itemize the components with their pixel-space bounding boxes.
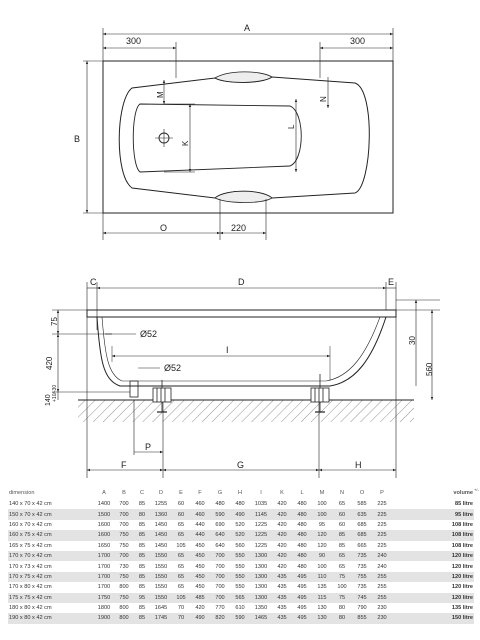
table-cell: 550: [235, 584, 245, 591]
table-cell: 1465: [250, 613, 272, 623]
table-cell: 820: [210, 613, 230, 623]
table-header-row: [8, 487, 474, 499]
table-cell: 1550: [154, 584, 168, 591]
table-cell: 435: [272, 593, 292, 603]
table-cell: 170 x 80 x 42 cm: [9, 584, 52, 591]
label-f: F: [121, 460, 127, 470]
table-cell: 100: [312, 509, 332, 519]
table-cell: 440: [195, 521, 205, 528]
table-cell: 1450: [150, 530, 172, 540]
table-header-e: E: [179, 490, 183, 496]
table-cell: 1255: [154, 501, 168, 508]
table-cell: 1035: [254, 501, 268, 508]
label-420: 420: [45, 356, 54, 370]
table-cell: 1745: [150, 613, 172, 623]
table-cell: 450: [190, 551, 210, 561]
tub-inner: [102, 317, 380, 381]
table-row: [8, 603, 474, 613]
table-cell: 435: [277, 605, 287, 612]
table-cell: 110: [312, 572, 332, 582]
table-cell: 70: [177, 605, 185, 612]
side-view-labels: [45, 277, 434, 470]
table-cell: 1600: [94, 530, 114, 540]
table-cell: 60: [172, 509, 190, 519]
table-cell: 420: [277, 563, 287, 570]
table-cell: 750: [119, 542, 129, 549]
table-cell: 735: [357, 563, 367, 570]
table-cell: 480: [297, 542, 307, 549]
table-cell: 550: [230, 572, 250, 582]
table-cell: 730: [119, 563, 129, 570]
table-cell: 65: [332, 551, 352, 561]
label-diam-top: Ø52: [140, 329, 158, 339]
table-cell: 520: [230, 530, 250, 540]
table-cell: 1700: [94, 572, 114, 582]
table-cell: 230: [377, 605, 387, 612]
table-header-i: I: [260, 490, 262, 496]
table-cell: 550: [235, 563, 245, 570]
table-cell: 85: [134, 551, 150, 561]
label-140: 140: [45, 394, 52, 406]
table-cell: 1300: [254, 584, 268, 591]
table-cell: 700: [119, 521, 129, 528]
table-cell: 85 litre: [454, 501, 473, 508]
table-header-k: K: [280, 490, 284, 496]
table-cell: 120 litre: [392, 551, 474, 561]
table-cell: 1145: [250, 509, 272, 519]
table-cell: 585: [357, 501, 367, 508]
table-cell: 65: [177, 521, 185, 528]
table-cell: 85: [138, 605, 146, 612]
top-view: [83, 28, 393, 240]
table-row: [8, 499, 474, 509]
table-cell: 108 litre: [451, 542, 473, 549]
side-view: [52, 282, 440, 478]
table-cell: 550: [230, 551, 250, 561]
table-cell: 190 x 80 x 42 cm: [8, 613, 94, 623]
table-cell: 120 litre: [392, 572, 474, 582]
table-cell: 420: [195, 605, 205, 612]
table-cell: 1300: [254, 563, 268, 570]
table-header-b: B: [122, 490, 126, 496]
table-cell: 85: [332, 530, 352, 540]
table-cell: 700: [114, 509, 134, 519]
table-cell: 170 x 73 x 42 cm: [9, 563, 52, 570]
table-cell: 225: [377, 542, 387, 549]
table-cell: 435: [272, 613, 292, 623]
table-row: [8, 561, 474, 571]
table-cell: 165 x 75 x 42 cm: [9, 542, 52, 549]
table-cell: 1900: [94, 613, 114, 623]
table-header-m: M: [319, 490, 325, 496]
label-p: P: [145, 442, 152, 452]
table-header-dimension: dimension: [9, 490, 35, 496]
table-cell: 490: [190, 613, 210, 623]
table-cell: 85: [338, 542, 346, 549]
tub-body: [97, 317, 386, 386]
table-cell: 420: [277, 501, 287, 508]
table-cell: 65: [172, 572, 190, 582]
table-header-volume: volume: [453, 490, 473, 496]
table-cell: 1300: [250, 551, 272, 561]
drain-outlet: [130, 381, 138, 397]
table-cell: 100: [317, 501, 327, 508]
table-row: [8, 541, 474, 551]
table-cell: 495: [292, 613, 312, 623]
table-cell: 480: [297, 501, 307, 508]
table-cell: 450: [195, 584, 205, 591]
table-cell: 565: [230, 593, 250, 603]
table-cell: 255: [377, 584, 387, 591]
table-cell: 700: [210, 593, 230, 603]
table-cell: 440: [190, 530, 210, 540]
label-k: K: [181, 140, 190, 146]
table-cell: 450: [195, 563, 205, 570]
table-cell: 1350: [254, 605, 268, 612]
table-cell: 100: [317, 563, 327, 570]
top-view-labels: [74, 23, 365, 233]
table-cell: 255: [372, 593, 392, 603]
table-cell: 85: [134, 530, 150, 540]
table-cell: 85: [138, 542, 146, 549]
table-cell: 105: [176, 542, 186, 549]
table-cell: 800: [114, 613, 134, 623]
table-cell: 85: [138, 563, 146, 570]
table-row: [8, 530, 474, 540]
table-cell: 60: [332, 509, 352, 519]
table-cell: 685: [357, 521, 367, 528]
table-cell: 80: [338, 605, 346, 612]
table-cell: 480: [235, 501, 245, 508]
label-tolerance: +10/-30: [52, 384, 58, 402]
table-cell: 520: [235, 521, 245, 528]
table-cell: 435: [272, 572, 292, 582]
table-cell: 690: [215, 521, 225, 528]
table-cell: 75: [332, 593, 352, 603]
table-cell: 450: [195, 542, 205, 549]
table-cell: 85: [134, 613, 150, 623]
table-header-n: N: [339, 490, 345, 496]
table-cell: 420: [272, 509, 292, 519]
table-cell: 420: [272, 530, 292, 540]
table-cell: 160 x 70 x 42 cm: [9, 521, 52, 528]
table-cell: 480: [297, 563, 307, 570]
table-cell: 1750: [94, 593, 114, 603]
table-cell: 1300: [250, 572, 272, 582]
table-cell: 700: [215, 584, 225, 591]
label-300-right: 300: [350, 36, 366, 46]
table-cell: 1645: [154, 605, 168, 612]
table-cell: 85: [138, 584, 146, 591]
handle-top: [215, 72, 272, 83]
table-cell: 1300: [250, 593, 272, 603]
table-cell: 135: [317, 584, 327, 591]
table-cell: 495: [292, 593, 312, 603]
table-cell: 735: [352, 551, 372, 561]
table-cell: 745: [352, 593, 372, 603]
table-cell: 1800: [97, 605, 111, 612]
table-cell: 108 litre: [392, 530, 474, 540]
table-row: [8, 582, 474, 592]
label-n: N: [319, 96, 328, 102]
label-e: E: [388, 277, 395, 287]
table-cell: 1450: [154, 542, 168, 549]
table-cell: 105: [172, 593, 190, 603]
table-cell: 420: [272, 551, 292, 561]
table-cell: 108 litre: [451, 521, 473, 528]
table-cell: 115: [312, 593, 332, 603]
table-cell: 80: [332, 613, 352, 623]
floor-hatch: [78, 400, 414, 422]
table-cell: 635: [352, 509, 372, 519]
table-cell: 1550: [150, 572, 172, 582]
table-cell: 480: [292, 551, 312, 561]
table-cell: 755: [352, 572, 372, 582]
table-cell: 140 x 70 x 42 cm: [9, 501, 52, 508]
label-l: L: [287, 124, 296, 129]
table-cell: 1500: [94, 509, 114, 519]
table-cell: 495: [297, 605, 307, 612]
label-m: M: [156, 91, 165, 98]
table-cell: 80: [134, 509, 150, 519]
table-cell: 420: [277, 521, 287, 528]
table-cell: 700: [215, 563, 225, 570]
table-cell: 735: [357, 584, 367, 591]
table-cell: 1700: [97, 563, 111, 570]
table-cell: 750: [114, 572, 134, 582]
table-cell: 1600: [97, 521, 111, 528]
table-cell: 70: [172, 613, 190, 623]
table-row: [8, 572, 474, 582]
table-cell: 450: [190, 572, 210, 582]
table-cell: 460: [195, 501, 205, 508]
table-cell: 460: [190, 509, 210, 519]
table-cell: 225: [372, 509, 392, 519]
table-cell: 120 litre: [451, 563, 473, 570]
table-header-a: A: [102, 490, 106, 496]
table-cell: 1700: [94, 551, 114, 561]
table-cell: 590: [210, 509, 230, 519]
table-cell: 85: [138, 521, 146, 528]
dimension-table: [8, 487, 479, 624]
table-cell: 65: [338, 501, 346, 508]
label-220: 220: [231, 223, 247, 233]
table-cell: 150 x 70 x 42 cm: [8, 509, 94, 519]
table-cell: 495: [297, 584, 307, 591]
table-header-o: O: [359, 490, 365, 496]
label-g: G: [237, 460, 245, 470]
table-row: [8, 509, 474, 519]
table-cell: 700: [210, 551, 230, 561]
table-cell: 490: [230, 509, 250, 519]
table-cell: 1450: [154, 521, 168, 528]
table-cell: 685: [352, 530, 372, 540]
table-cell: 665: [357, 542, 367, 549]
table-cell: 65: [172, 530, 190, 540]
table-cell: 800: [119, 584, 129, 591]
table-cell: 1225: [250, 530, 272, 540]
table-cell: 800: [119, 605, 129, 612]
table-cell: 120 litre: [451, 584, 473, 591]
table-cell: 1225: [254, 521, 268, 528]
table-cell: 160 x 75 x 42 cm: [8, 530, 94, 540]
table-cell: 495: [292, 572, 312, 582]
table-header-p: P: [380, 490, 384, 496]
table-cell: 480: [297, 521, 307, 528]
table-cell: 60: [177, 501, 185, 508]
table-cell: 170 x 75 x 42 cm: [8, 572, 94, 582]
label-c: C: [90, 277, 97, 287]
table-cell: 65: [177, 584, 185, 591]
table-cell: 420: [277, 542, 287, 549]
table-cell: 60: [338, 521, 346, 528]
table-cell: 255: [372, 572, 392, 582]
table-cell: 135 litre: [451, 605, 473, 612]
table-cell: 95: [318, 521, 326, 528]
table-cell: 560: [235, 542, 245, 549]
table-header-c: C: [139, 490, 145, 496]
label-b: B: [74, 134, 81, 144]
table-cell: 435: [277, 584, 287, 591]
table-cell: 65: [338, 563, 346, 570]
label-a: A: [244, 23, 251, 33]
table-cell: 85: [134, 572, 150, 582]
table-cell: 120: [317, 542, 327, 549]
table-cell: 1400: [97, 501, 111, 508]
table-cell: 610: [235, 605, 245, 612]
table-cell: 480: [292, 530, 312, 540]
table-cell: 700: [114, 551, 134, 561]
table-cell: 485: [190, 593, 210, 603]
table-cell: 1225: [254, 542, 268, 549]
label-300-left: 300: [126, 36, 142, 46]
table-row: [8, 613, 474, 623]
table-cell: 1700: [97, 584, 111, 591]
table-header-h: H: [237, 490, 243, 496]
table-cell: 130: [317, 605, 327, 612]
table-header-g: G: [217, 490, 223, 496]
table-cell: 700: [119, 501, 129, 508]
table-cell: 225: [377, 521, 387, 528]
table-cell: 95: [134, 593, 150, 603]
table-cell: 90: [312, 551, 332, 561]
label-i: I: [226, 345, 229, 355]
table-cell: 225: [372, 530, 392, 540]
table-cell: 65: [177, 563, 185, 570]
table-row: [8, 520, 474, 530]
table-cell: 480: [215, 501, 225, 508]
table-cell: 95 litre: [392, 509, 474, 519]
table-cell: 230: [372, 613, 392, 623]
table-cell: 225: [377, 501, 387, 508]
table-cell: 480: [292, 509, 312, 519]
table-row: [8, 551, 474, 561]
table-cell: 590: [230, 613, 250, 623]
table-cell: 240: [377, 563, 387, 570]
table-cell: 1650: [97, 542, 111, 549]
label-d: D: [238, 277, 245, 287]
table-header-l: L: [300, 490, 304, 496]
table-cell: 75: [332, 572, 352, 582]
table-cell: 65: [172, 551, 190, 561]
table-row: [8, 593, 474, 603]
table-cell: 170 x 70 x 42 cm: [8, 551, 94, 561]
table-header-d: D: [158, 490, 164, 496]
table-cell: 120: [312, 530, 332, 540]
label-h: H: [355, 460, 362, 470]
table-cell: 1550: [150, 593, 172, 603]
table-cell: 240: [372, 551, 392, 561]
table-cell: 180 x 80 x 42 cm: [9, 605, 52, 612]
table-cell: 1550: [150, 551, 172, 561]
table-cell: 750: [114, 593, 134, 603]
label-o: O: [160, 223, 168, 233]
label-diam-bottom: Ø52: [164, 363, 182, 373]
table-cell: 175 x 75 x 42 cm: [8, 593, 94, 603]
table-cell: 100: [337, 584, 347, 591]
label-560: 560: [425, 362, 434, 376]
tub-rim: [87, 310, 396, 317]
table-cell: 1360: [150, 509, 172, 519]
handle-bottom: [215, 191, 272, 202]
label-30: 30: [408, 336, 417, 345]
table-cell: 790: [357, 605, 367, 612]
table-cell: 1550: [154, 563, 168, 570]
table-header-f: F: [198, 490, 202, 496]
table-cell: 640: [210, 530, 230, 540]
table-cell: 770: [215, 605, 225, 612]
volume-superscript: +/-: [474, 487, 479, 492]
label-75: 75: [50, 317, 59, 326]
table-cell: 855: [352, 613, 372, 623]
table-cell: 85: [138, 501, 146, 508]
table-cell: 130: [312, 613, 332, 623]
table-cell: 750: [114, 530, 134, 540]
table-cell: 640: [215, 542, 225, 549]
table-cell: 150 litre: [392, 613, 474, 623]
table-cell: 700: [210, 572, 230, 582]
table-cell: 120 litre: [392, 593, 474, 603]
